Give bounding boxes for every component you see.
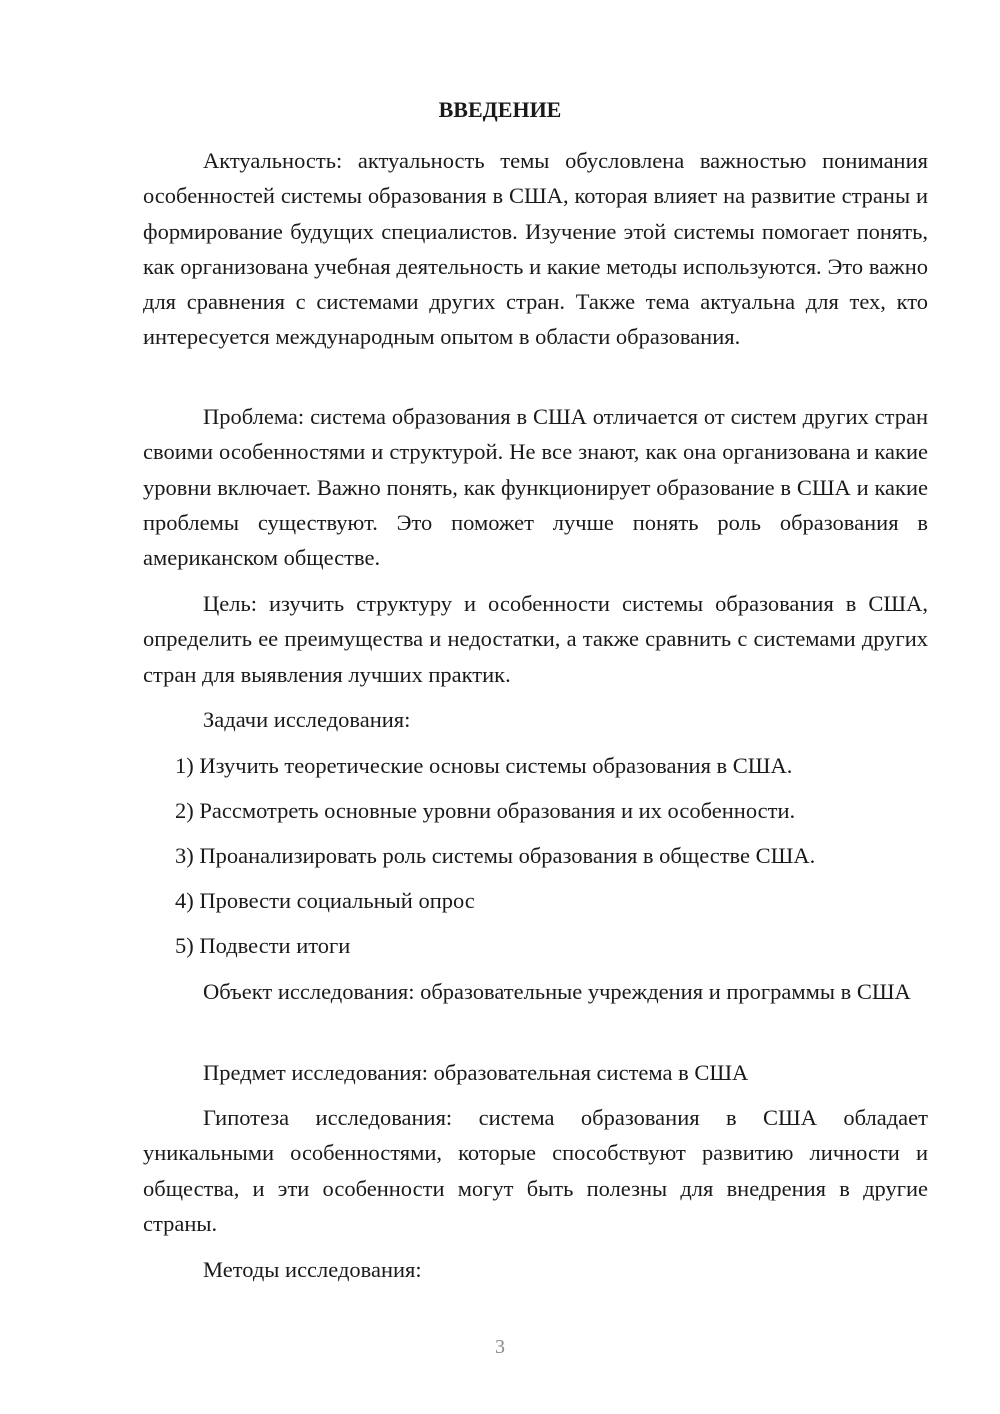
list-item: 1) Изучить теоретические основы системы образования в США. xyxy=(175,753,793,778)
section-title: ВВЕДЕНИЕ xyxy=(438,97,562,122)
paragraph-hypothesis: Гипотеза исследования: система образования в США обладает уникальными особенностями, которые способствуют развитию личности и общества, и эти особенности могут быть полезны для внедрения в другие страны. xyxy=(143,1105,928,1236)
paragraph-goal: Цель: изучить структуру и особенности системы образования в США, определить ее преимущества и недостатки, а также сравнить с системами других стран для выявления лучших практик. xyxy=(143,591,928,687)
list-item: 4) Провести социальный опрос xyxy=(175,888,475,913)
list-item: 3) Проанализировать роль системы образования в обществе США. xyxy=(175,843,816,868)
paragraph-subject: Предмет исследования: образовательная система в США xyxy=(203,1060,749,1085)
list-item: 5) Подвести итоги xyxy=(175,933,351,958)
paragraph-relevance: Актуальность: актуальность темы обусловлена важностью понимания особенностей системы образования в США, которая влияет на развитие страны и формирование будущих специалистов. Изучение этой системы помогает понять, как организована учебная деятельность и какие методы используются. Это важно для сравнения с системами других стран. Также тема актуальна для тех, кто интересуется международным опытом в области образования. xyxy=(143,148,928,350)
paragraph-problem: Проблема: система образования в США отличается от систем других стран своими особенностями и структурой. Не все знают, как она организована и какие уровни включает. Важно понять, как функционирует образование в США и какие проблемы существуют. Это поможет лучше понять роль образования в американском обществе. xyxy=(143,404,928,571)
list-item: 2) Рассмотреть основные уровни образования и их особенности. xyxy=(175,798,796,823)
tasks-heading: Задачи исследования: xyxy=(203,707,411,732)
paragraph-object: Объект исследования: образовательные учреждения и программы в США xyxy=(203,979,911,1004)
methods-heading: Методы исследования: xyxy=(203,1257,422,1282)
page-number: 3 xyxy=(495,1336,505,1358)
